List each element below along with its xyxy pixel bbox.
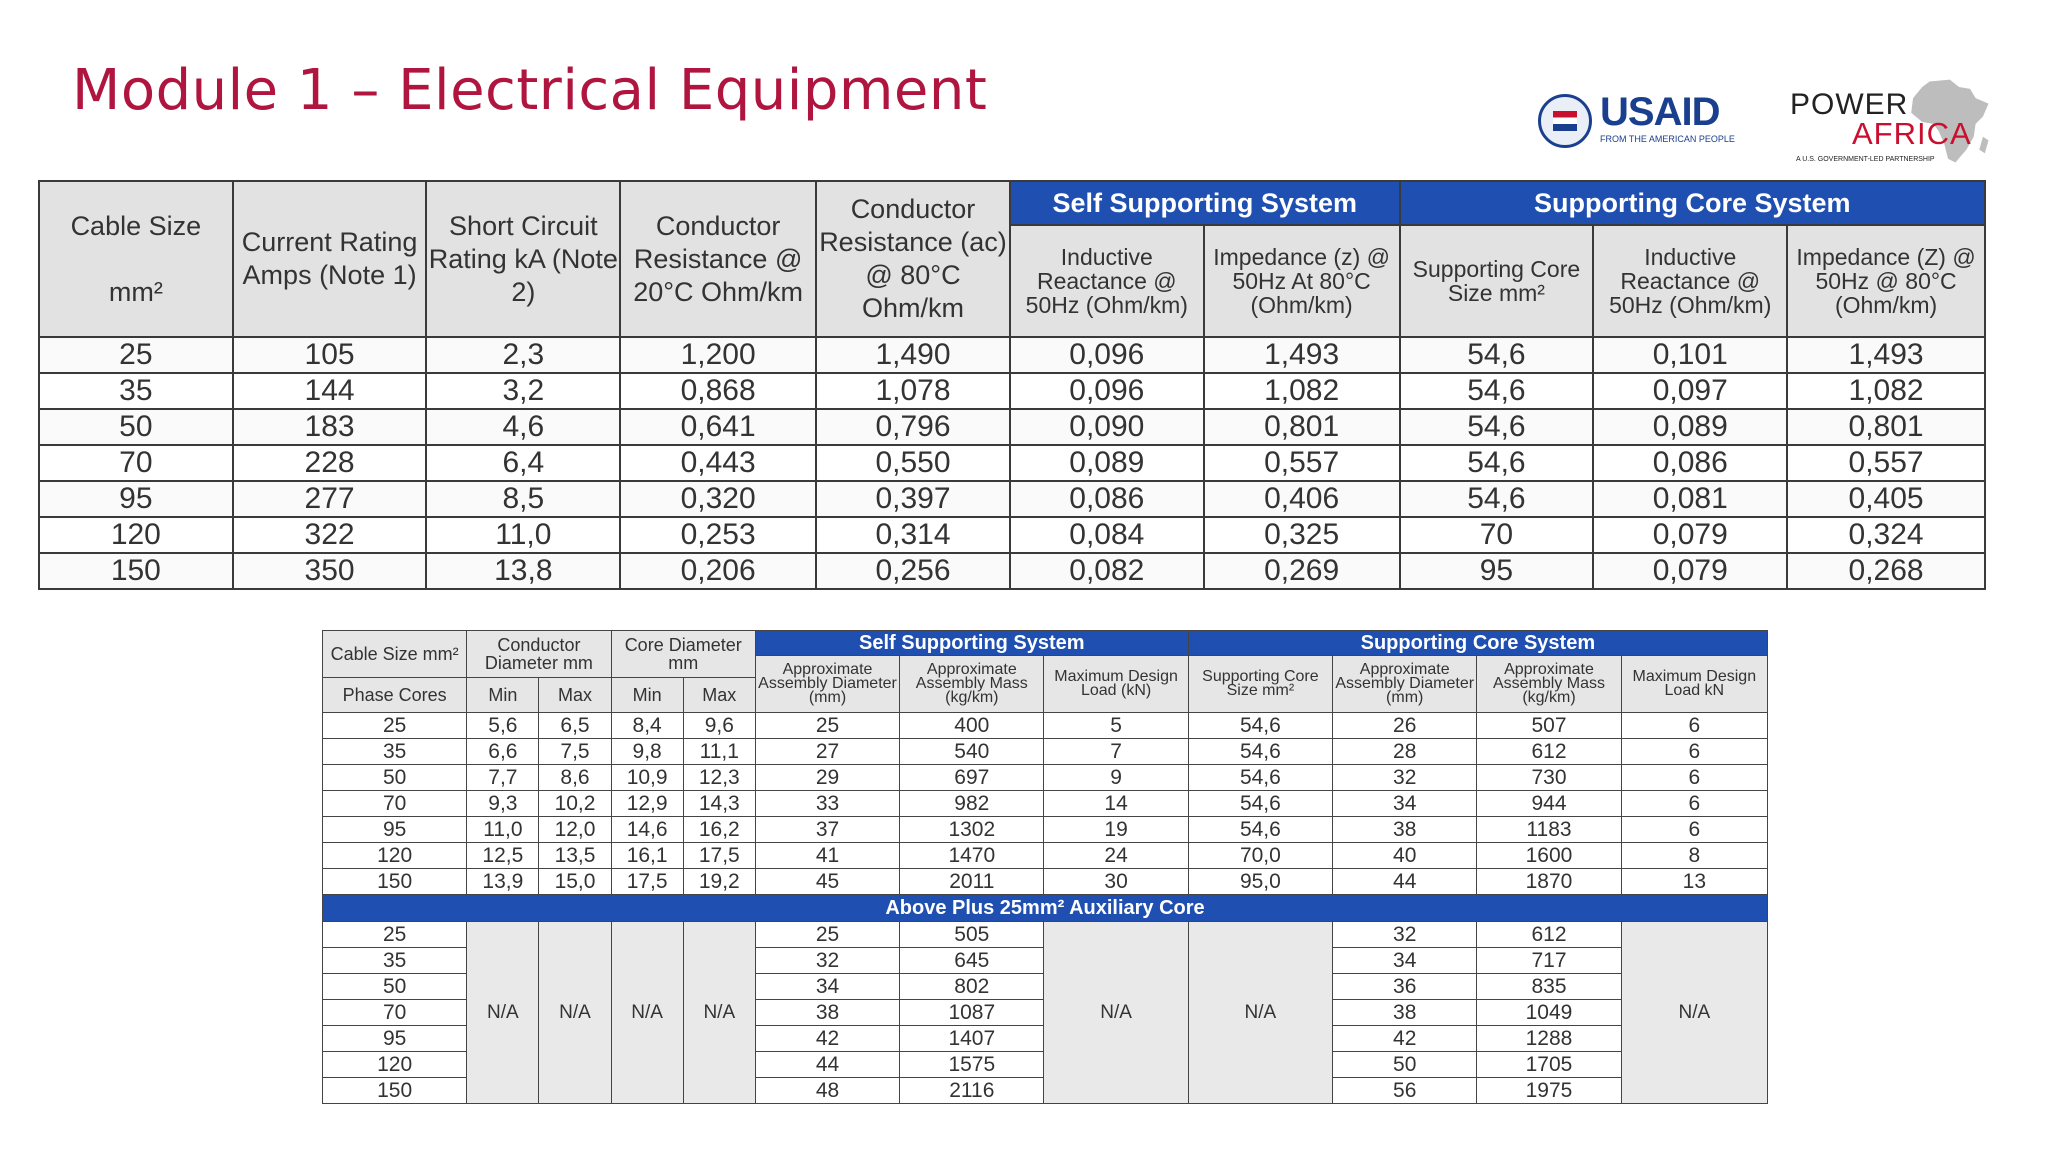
- table-cell: 34: [1333, 791, 1477, 817]
- table-cell: 4,6: [426, 409, 620, 445]
- table-cell: 507: [1477, 713, 1621, 739]
- band-self-supporting: Self Supporting System: [1010, 181, 1400, 225]
- table-cell: 11,1: [683, 739, 755, 765]
- header-max-design-load-core: Maximum Design Load kN: [1621, 656, 1767, 713]
- table-cell: 802: [900, 974, 1044, 1000]
- table-cell: 1,490: [816, 337, 1010, 373]
- table-cell: 0,086: [1010, 481, 1204, 517]
- table-cell: 14: [1044, 791, 1188, 817]
- na-cell: N/A: [539, 922, 611, 1104]
- table-cell: 944: [1477, 791, 1621, 817]
- power-africa-word-power: POWER: [1790, 88, 1909, 121]
- table-cell: 14,6: [611, 817, 683, 843]
- table-cell: 44: [755, 1052, 899, 1078]
- power-africa-logo: [1788, 76, 2008, 166]
- table-cell: 32: [1333, 922, 1477, 948]
- na-cell: N/A: [683, 922, 755, 1104]
- usaid-wordmark: USAID: [1600, 90, 1720, 134]
- table-cell: 13,9: [467, 869, 539, 895]
- table-cell: 228: [233, 445, 427, 481]
- table-cell: 29: [755, 765, 899, 791]
- table-cell: 27: [755, 739, 899, 765]
- table-cell: 730: [1477, 765, 1621, 791]
- na-cell: N/A: [1044, 922, 1188, 1104]
- usaid-seal-icon: [1538, 94, 1592, 148]
- table-cell: 1302: [900, 817, 1044, 843]
- table-cell: 0,096: [1010, 373, 1204, 409]
- table-cell: 33: [755, 791, 899, 817]
- header-impedance-self: Impedance (z) @ 50Hz At 80°C (Ohm/km): [1204, 225, 1400, 337]
- table-cell: 70: [323, 1000, 467, 1026]
- table-row: [39, 517, 1985, 553]
- table-cell: 15,0: [539, 869, 611, 895]
- table-cell: 1,078: [816, 373, 1010, 409]
- table-cell: 42: [755, 1026, 899, 1052]
- table-cell: 1,493: [1787, 337, 1985, 373]
- table-row: [39, 373, 1985, 409]
- table-cell: 50: [323, 765, 467, 791]
- table-cell: 5,6: [467, 713, 539, 739]
- table-cell: 0,641: [620, 409, 816, 445]
- table-cell: 1288: [1477, 1026, 1621, 1052]
- table-cell: 612: [1477, 739, 1621, 765]
- cable-mechanical-table-body: [323, 713, 1768, 1104]
- band-supporting-core: Supporting Core System: [1400, 181, 1985, 225]
- header-cond-min: Min: [467, 678, 539, 713]
- table-cell: 1,082: [1787, 373, 1985, 409]
- table-cell: 54,6: [1188, 739, 1332, 765]
- table-cell: 95: [1400, 553, 1594, 589]
- table-cell: 0,397: [816, 481, 1010, 517]
- table-cell: 34: [1333, 948, 1477, 974]
- table-cell: 25: [323, 713, 467, 739]
- header-core-size: Supporting Core Size mm²: [1400, 225, 1594, 337]
- table-row: [323, 713, 1768, 739]
- table-cell: 8,6: [539, 765, 611, 791]
- table-cell: 0,324: [1787, 517, 1985, 553]
- table-cell: 982: [900, 791, 1044, 817]
- table-cell: 540: [900, 739, 1044, 765]
- aux-band-row: [323, 895, 1768, 922]
- table-cell: 0,557: [1204, 445, 1400, 481]
- table-row: [323, 817, 1768, 843]
- table-cell: 54,6: [1400, 337, 1594, 373]
- table-cell: 2,3: [426, 337, 620, 373]
- table-cell: 41: [755, 843, 899, 869]
- table-cell: 105: [233, 337, 427, 373]
- table-cell: 6,6: [467, 739, 539, 765]
- table-cell: 8,4: [611, 713, 683, 739]
- table-cell: 6: [1621, 739, 1767, 765]
- table-cell: 25: [755, 713, 899, 739]
- header-resistance-20c: Conductor Resistance @ 20°C Ohm/km: [620, 181, 816, 337]
- table-cell: 1870: [1477, 869, 1621, 895]
- table-cell: 0,089: [1593, 409, 1787, 445]
- table-cell: 38: [755, 1000, 899, 1026]
- table-cell: 0,405: [1787, 481, 1985, 517]
- table-cell: 2116: [900, 1078, 1044, 1104]
- header-assembly-mass: Approximate Assembly Mass (kg/km): [900, 656, 1044, 713]
- table-cell: 54,6: [1188, 817, 1332, 843]
- na-cell: N/A: [467, 922, 539, 1104]
- table-cell: 16,1: [611, 843, 683, 869]
- table-cell: 0,550: [816, 445, 1010, 481]
- table-cell: 25: [755, 922, 899, 948]
- table-cell: 70,0: [1188, 843, 1332, 869]
- table-cell: 0,325: [1204, 517, 1400, 553]
- header-conductor-diameter: Conductor Diameter mm: [467, 631, 611, 678]
- table-cell: 17,5: [611, 869, 683, 895]
- header-impedance-core: Impedance (Z) @ 50Hz @ 80°C (Ohm/km): [1787, 225, 1985, 337]
- table-cell: 835: [1477, 974, 1621, 1000]
- table-cell: 6: [1621, 765, 1767, 791]
- table-cell: 10,2: [539, 791, 611, 817]
- table-cell: 28: [1333, 739, 1477, 765]
- table-cell: 0,557: [1787, 445, 1985, 481]
- table-cell: 120: [323, 843, 467, 869]
- table-cell: 9,6: [683, 713, 755, 739]
- header-assembly-mass-core: Approximate Assembly Mass (kg/km): [1477, 656, 1621, 713]
- table-cell: 6: [1621, 791, 1767, 817]
- table-cell: 0,801: [1204, 409, 1400, 445]
- table-cell: 26: [1333, 713, 1477, 739]
- table-cell: 6,4: [426, 445, 620, 481]
- table-cell: 612: [1477, 922, 1621, 948]
- table-cell: 54,6: [1400, 409, 1594, 445]
- table-cell: 0,090: [1010, 409, 1204, 445]
- table-cell: 19,2: [683, 869, 755, 895]
- table-cell: 44: [1333, 869, 1477, 895]
- table-cell: 13,8: [426, 553, 620, 589]
- table-cell: 25: [323, 922, 467, 948]
- table-cell: 1183: [1477, 817, 1621, 843]
- table-cell: 13,5: [539, 843, 611, 869]
- table-cell: 35: [323, 739, 467, 765]
- table-cell: 10,9: [611, 765, 683, 791]
- page-title: Module 1 – Electrical Equipment: [72, 58, 988, 123]
- table-row: [323, 869, 1768, 895]
- table-cell: 11,0: [467, 817, 539, 843]
- na-cell: N/A: [1621, 922, 1767, 1104]
- header-assembly-diameter: Approximate Assembly Diameter (mm): [755, 656, 899, 713]
- table-cell: 400: [900, 713, 1044, 739]
- usaid-tagline: FROM THE AMERICAN PEOPLE: [1600, 134, 1735, 144]
- table-cell: 6: [1621, 713, 1767, 739]
- table-cell: 2011: [900, 869, 1044, 895]
- table-cell: 0,253: [620, 517, 816, 553]
- table-row: [39, 445, 1985, 481]
- table-cell: 505: [900, 922, 1044, 948]
- table-cell: 697: [900, 765, 1044, 791]
- table-row: [39, 337, 1985, 373]
- header-assembly-diameter-core: Approximate Assembly Diameter (mm): [1333, 656, 1477, 713]
- table-cell: 150: [323, 869, 467, 895]
- header-current-rating: Current Rating Amps (Note 1): [233, 181, 427, 337]
- table-cell: 45: [755, 869, 899, 895]
- header-resistance-80c: Conductor Resistance (ac) @ 80°C Ohm/km: [816, 181, 1010, 337]
- header-core-max: Max: [683, 678, 755, 713]
- header-cable-size-label: Cable Size: [70, 210, 202, 241]
- table-cell: 0,269: [1204, 553, 1400, 589]
- table-cell: 150: [323, 1078, 467, 1104]
- header-max-design-load: Maximum Design Load (kN): [1044, 656, 1188, 713]
- table-cell: 322: [233, 517, 427, 553]
- table-cell: 14,3: [683, 791, 755, 817]
- table-cell: 150: [39, 553, 233, 589]
- power-africa-word-africa: AFRICA: [1852, 116, 1972, 151]
- table-cell: 0,101: [1593, 337, 1787, 373]
- table-cell: 54,6: [1188, 765, 1332, 791]
- band-supporting-core-2: Supporting Core System: [1188, 631, 1767, 656]
- header-cable-size-unit: mm²: [108, 276, 163, 307]
- table-cell: 70: [39, 445, 233, 481]
- table-cell: 19: [1044, 817, 1188, 843]
- table-cell: 42: [1333, 1026, 1477, 1052]
- table-cell: 9,8: [611, 739, 683, 765]
- table-cell: 30: [1044, 869, 1188, 895]
- power-africa-tagline: A U.S. GOVERNMENT-LED PARTNERSHIP: [1796, 156, 1935, 163]
- table-cell: 1,493: [1204, 337, 1400, 373]
- table-cell: 0,096: [1010, 337, 1204, 373]
- table-cell: 34: [755, 974, 899, 1000]
- table-cell: 3,2: [426, 373, 620, 409]
- table-cell: 9: [1044, 765, 1188, 791]
- header-inductive-reactance: Inductive Reactance @ 50Hz (Ohm/km): [1010, 225, 1204, 337]
- table-cell: 0,097: [1593, 373, 1787, 409]
- table-cell: 183: [233, 409, 427, 445]
- aux-table-row: [323, 922, 1768, 948]
- table-row: [323, 739, 1768, 765]
- table-cell: 16,2: [683, 817, 755, 843]
- table-cell: 0,079: [1593, 553, 1787, 589]
- usaid-logo: [1538, 92, 1758, 154]
- table-cell: 13: [1621, 869, 1767, 895]
- table-cell: 120: [323, 1052, 467, 1078]
- table-cell: 25: [39, 337, 233, 373]
- table-cell: 48: [755, 1078, 899, 1104]
- header-short-circuit: Short Circuit Rating kA (Note 2): [426, 181, 620, 337]
- table-cell: 1087: [900, 1000, 1044, 1026]
- table-cell: 0,079: [1593, 517, 1787, 553]
- table-cell: 70: [1400, 517, 1594, 553]
- table-cell: 0,089: [1010, 445, 1204, 481]
- table-cell: 0,406: [1204, 481, 1400, 517]
- table-cell: 32: [1333, 765, 1477, 791]
- table-cell: 7,5: [539, 739, 611, 765]
- table-cell: 24: [1044, 843, 1188, 869]
- table-cell: 0,084: [1010, 517, 1204, 553]
- table-cell: 1470: [900, 843, 1044, 869]
- table-cell: 54,6: [1188, 713, 1332, 739]
- table-cell: 1705: [1477, 1052, 1621, 1078]
- table-cell: 1049: [1477, 1000, 1621, 1026]
- table-cell: 6: [1621, 817, 1767, 843]
- table-cell: 7,7: [467, 765, 539, 791]
- table-cell: 350: [233, 553, 427, 589]
- header-cable-size-2: Cable Size mm²: [323, 631, 467, 678]
- table-row: [39, 553, 1985, 589]
- table-cell: 54,6: [1400, 445, 1594, 481]
- table-cell: 0,868: [620, 373, 816, 409]
- table-cell: 1,200: [620, 337, 816, 373]
- table-cell: 8,5: [426, 481, 620, 517]
- table-cell: 120: [39, 517, 233, 553]
- table-cell: 1407: [900, 1026, 1044, 1052]
- table-cell: 1575: [900, 1052, 1044, 1078]
- table-cell: 717: [1477, 948, 1621, 974]
- table-cell: 9,3: [467, 791, 539, 817]
- table-cell: 1975: [1477, 1078, 1621, 1104]
- table-cell: 0,314: [816, 517, 1010, 553]
- table-cell: 0,796: [816, 409, 1010, 445]
- header-cond-max: Max: [539, 678, 611, 713]
- table-cell: 17,5: [683, 843, 755, 869]
- table-cell: 35: [323, 948, 467, 974]
- table-cell: 0,086: [1593, 445, 1787, 481]
- table-cell: 5: [1044, 713, 1188, 739]
- table-cell: 0,801: [1787, 409, 1985, 445]
- band-self-supporting-2: Self Supporting System: [755, 631, 1188, 656]
- band-auxiliary-core: Above Plus 25mm² Auxiliary Core: [323, 895, 1768, 922]
- table-cell: 50: [323, 974, 467, 1000]
- table-row: [323, 765, 1768, 791]
- table-row: [39, 409, 1985, 445]
- table-cell: 277: [233, 481, 427, 517]
- table-cell: 12,3: [683, 765, 755, 791]
- table-cell: 0,443: [620, 445, 816, 481]
- table-cell: 7: [1044, 739, 1188, 765]
- table-cell: 12,5: [467, 843, 539, 869]
- table-cell: 645: [900, 948, 1044, 974]
- table-row: [39, 481, 1985, 517]
- table-cell: 0,268: [1787, 553, 1985, 589]
- cable-mechanical-table: [322, 630, 1768, 1104]
- table-cell: 0,256: [816, 553, 1010, 589]
- table-cell: 54,6: [1400, 373, 1594, 409]
- header-phase-cores: Phase Cores: [323, 678, 467, 713]
- table-cell: 12,0: [539, 817, 611, 843]
- table-cell: 8: [1621, 843, 1767, 869]
- table-cell: 95: [323, 817, 467, 843]
- table-cell: 54,6: [1188, 791, 1332, 817]
- table-cell: 35: [39, 373, 233, 409]
- table-cell: 32: [755, 948, 899, 974]
- table-cell: 1,082: [1204, 373, 1400, 409]
- table-cell: 144: [233, 373, 427, 409]
- table-cell: 36: [1333, 974, 1477, 1000]
- header-core-min: Min: [611, 678, 683, 713]
- table-cell: 70: [323, 791, 467, 817]
- table-row: [323, 791, 1768, 817]
- cable-electrical-table: [38, 180, 1986, 590]
- table-cell: 95,0: [1188, 869, 1332, 895]
- header-cable-size: [39, 181, 233, 337]
- table-cell: 38: [1333, 817, 1477, 843]
- table-cell: 0,206: [620, 553, 816, 589]
- table-cell: 50: [1333, 1052, 1477, 1078]
- table-cell: 1600: [1477, 843, 1621, 869]
- table-cell: 40: [1333, 843, 1477, 869]
- table-cell: 56: [1333, 1078, 1477, 1104]
- table-cell: 0,081: [1593, 481, 1787, 517]
- header-inductive-reactance-core: Inductive Reactance @ 50Hz (Ohm/km): [1593, 225, 1787, 337]
- na-cell: N/A: [611, 922, 683, 1104]
- table-cell: 95: [39, 481, 233, 517]
- cable-electrical-table-body: [39, 337, 1985, 589]
- table-cell: 38: [1333, 1000, 1477, 1026]
- table-cell: 0,320: [620, 481, 816, 517]
- table-cell: 11,0: [426, 517, 620, 553]
- header-core-size-2: Supporting Core Size mm²: [1188, 656, 1332, 713]
- table-cell: 95: [323, 1026, 467, 1052]
- table-cell: 6,5: [539, 713, 611, 739]
- na-cell: N/A: [1188, 922, 1332, 1104]
- table-cell: 37: [755, 817, 899, 843]
- table-cell: 0,082: [1010, 553, 1204, 589]
- table-cell: 12,9: [611, 791, 683, 817]
- table-row: [323, 843, 1768, 869]
- table-cell: 54,6: [1400, 481, 1594, 517]
- table-cell: 50: [39, 409, 233, 445]
- header-core-diameter: Core Diameter mm: [611, 631, 755, 678]
